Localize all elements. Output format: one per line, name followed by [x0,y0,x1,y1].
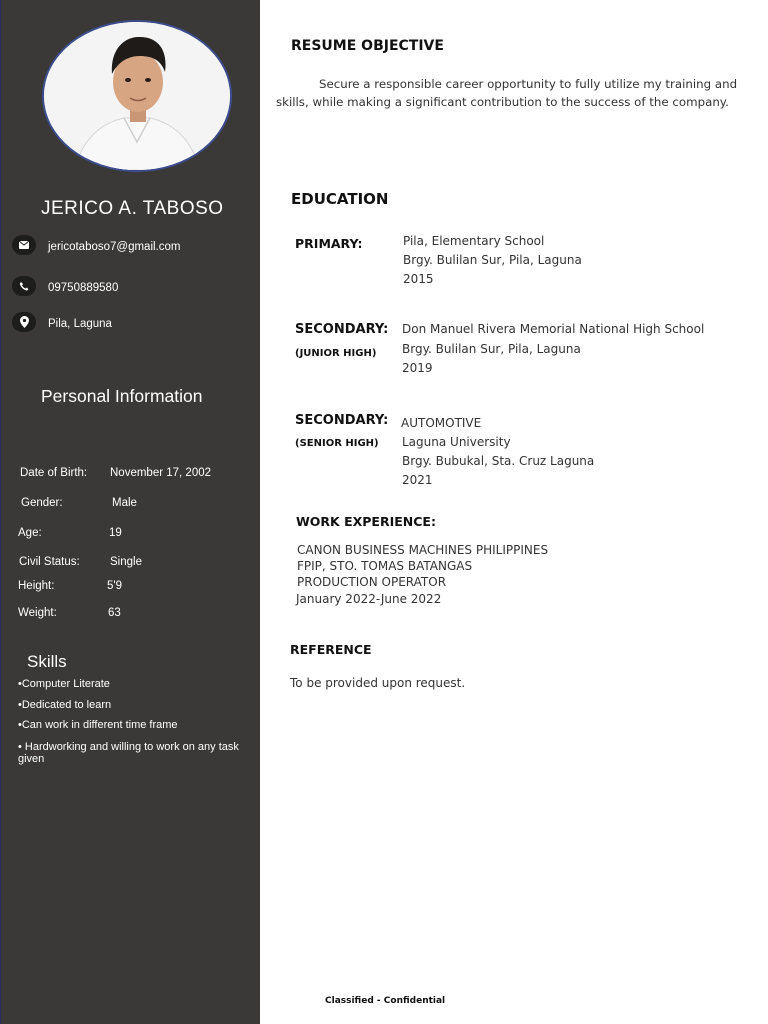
profile-photo-illustration [44,22,230,170]
gender-label: Gender: [21,497,63,509]
main-content [260,0,768,1024]
junior-school: Don Manuel Rivera Memorial National High School [402,322,705,336]
junior-address: Brgy. Bulilan Sur, Pila, Laguna [402,342,581,356]
skills-heading: Skills [27,652,67,671]
objective-heading: RESUME OBJECTIVE [291,38,444,54]
junior-high-sublabel: (JUNIOR HIGH) [295,348,377,359]
reference-heading: REFERENCE [290,642,372,657]
civil-status-value: Single [110,556,142,568]
gender-value: Male [112,497,137,509]
location-pin-icon [12,312,36,332]
age-label: Age: [18,527,42,539]
primary-year: 2015 [403,272,434,286]
reference-text: To be provided upon request. [290,676,466,690]
skill-item: •Computer Literate [18,678,110,690]
personal-info-heading: Personal Information [41,386,203,406]
primary-label: PRIMARY: [295,236,363,251]
work-company: CANON BUSINESS MACHINES PHILIPPINES [297,543,549,557]
primary-address: Brgy. Bulilan Sur, Pila, Laguna [403,253,582,267]
work-dates: January 2022-June 2022 [296,592,442,606]
primary-school: Pila, Elementary School [403,234,545,248]
height-label: Height: [18,580,55,592]
senior-year: 2021 [402,473,433,487]
contact-location: Pila, Laguna [48,318,112,330]
age-value: 19 [109,527,122,539]
education-heading: EDUCATION [291,190,389,208]
senior-address: Brgy. Bubukal, Sta. Cruz Laguna [402,454,595,468]
work-experience-heading: WORK EXPERIENCE: [296,514,436,529]
junior-year: 2019 [402,361,433,375]
height-value: 5'9 [107,580,122,592]
senior-strand: AUTOMOTIVE [401,416,482,430]
phone-icon [12,276,36,296]
work-position: PRODUCTION OPERATOR [297,575,447,589]
dob-label: Date of Birth: [20,467,88,479]
full-name: JERICO A. TABOSO [41,198,224,219]
sidebar [0,0,260,1024]
skill-item: •Can work in different time frame [18,719,178,731]
weight-label: Weight: [18,607,57,619]
dob-value: November 17, 2002 [110,467,212,479]
civil-status-label: Civil Status: [19,556,80,568]
senior-school: Laguna University [402,435,511,449]
skill-item: •Dedicated to learn [18,699,112,711]
objective-text: Secure a responsible career opportunity to fully utilize my training and skills, while making a significant contribution to the success of the company. [276,77,738,109]
profile-photo [42,20,232,172]
email-icon [12,235,36,255]
skill-item: • Hardworking and willing to work on any task given [18,741,239,765]
footer-classification: Classified - Confidential [325,996,446,1006]
senior-high-sublabel: (SENIOR HIGH) [295,438,379,449]
work-location: FPIP, STO. TOMAS BATANGAS [297,559,473,573]
weight-value: 63 [108,607,121,619]
secondary-senior-label: SECONDARY: [295,413,389,428]
contact-phone[interactable]: 09750889580 [48,282,119,294]
secondary-junior-label: SECONDARY: [295,322,389,337]
contact-email[interactable]: jericotaboso7@gmail.com [48,241,181,253]
